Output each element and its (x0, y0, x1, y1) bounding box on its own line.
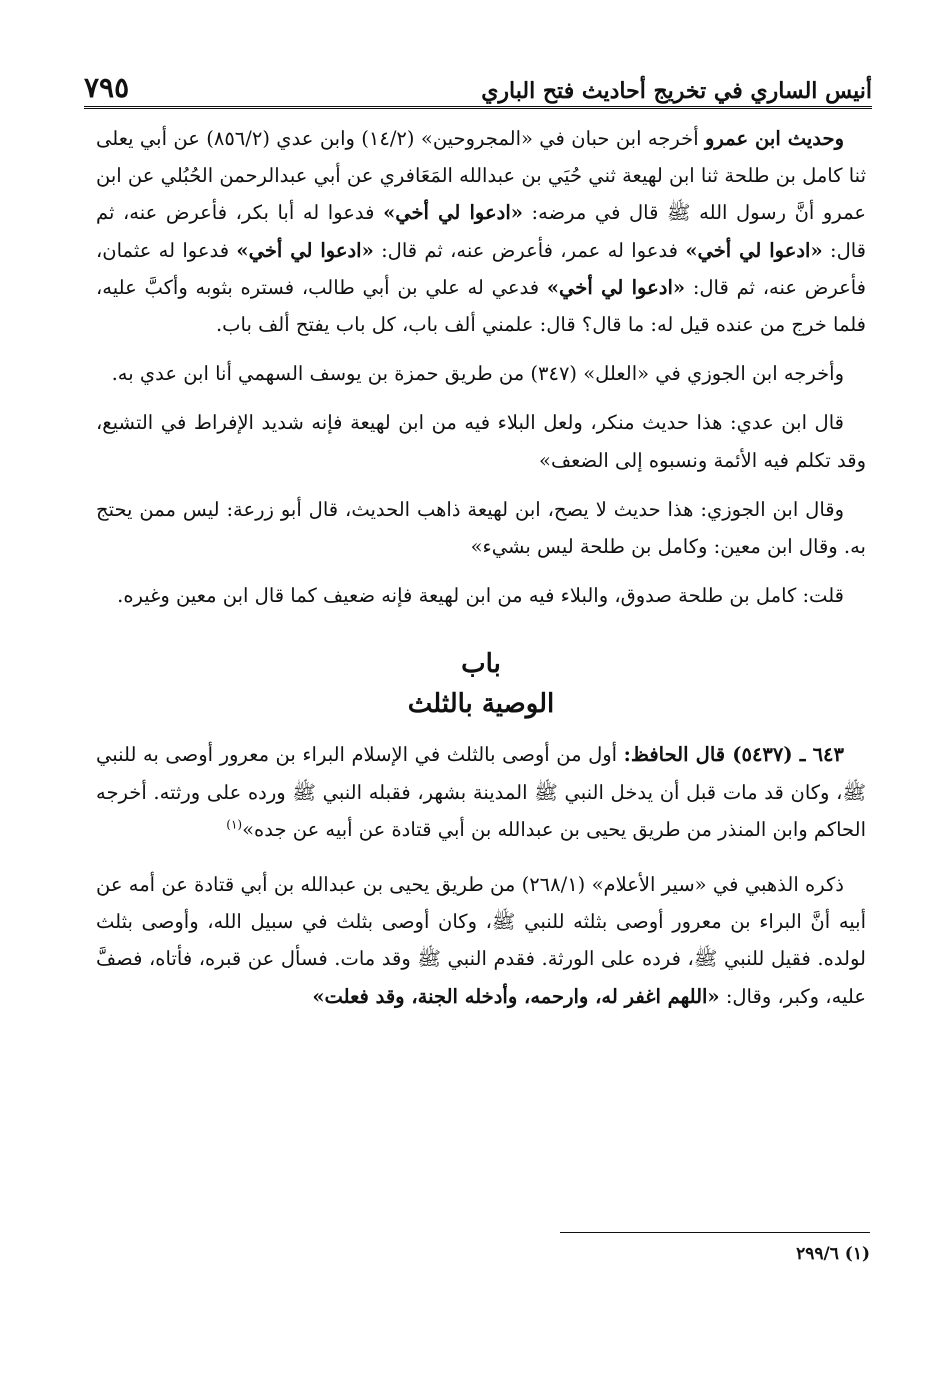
section-heading (96, 644, 866, 724)
footnote-reference: (١) (226, 817, 243, 832)
hadith-quote: «ادعوا لي أخي» (685, 238, 823, 262)
section-heading-bab: باب (461, 649, 501, 680)
text-run: فدعوا له عثمان، فأعرض عنه، ثم قال: (96, 238, 867, 299)
paragraph-ibn-jawzi-ilal: وأخرجه ابن الجوزي في «العلل» (٣٤٧) من طريق حمزة بن يوسف السهمي أنا ابن عدي به. (111, 362, 844, 386)
hadith-quote: «ادعوا لي أخي» (546, 275, 686, 299)
running-title: أنيس الساري في تخريج أحاديث فتح الباري (481, 78, 872, 104)
section-heading-title: الوصية بالثلث (407, 689, 555, 720)
footnote-rule (560, 1232, 870, 1233)
paragraph-author-comment: قلت: كامل بن طلحة صدوق، والبلاء فيه من ابن لهيعة فإنه ضعيف كما قال ابن معين وغيره. (117, 584, 844, 608)
text-run: ذكره الذهبي في «سير الأعلام» (٢٦٨/١) من طريق يحيى بن عبدالله بن أبي قتادة عن أمه عن أبيه أنَّ البراء بن معرور أوصى بثلثه للنبي ﷺ، وكان أوصى بثلث في سبيل الله، وأوصى بثلث لولده. فقيل للنبي ﷺ، فرده على الورثة. فقدم النبي ﷺ وقد مات. فسأل عن قبره، فأتاه، فصفَّ عليه، وكبر، وقال: (96, 873, 866, 1008)
footnote: (١) ٢٩٩/٦ (796, 1244, 870, 1264)
text-run: فدعوا له أبا بكر، فأعرض عنه، ثم قال: (96, 201, 866, 262)
hadith-quote: «اللهم اغفر له، وارحمه، وأدخله الجنة، وقد فعلت» (312, 984, 720, 1008)
hadith-quote: «ادعوا لي أخي» (383, 201, 523, 225)
paragraph-dhahabi (96, 866, 866, 1015)
paragraph-ibn-jawzi-comment: وقال ابن الجوزي: هذا حديث لا يصح، ابن لهيعة ذاهب الحديث، قال أبو زرعة: ليس ممن يحتج به. وقال ابن معين: وكامل بن طلحة ليس بشيء» (96, 497, 866, 559)
header-rule (84, 106, 872, 109)
page-header (84, 60, 872, 104)
text-run: فدعي له علي بن أبي طالب، فستره بثوبه وأكبَّ عليه، فلما خرج من عنده قيل له: ما قال؟ قال: علمني ألف باب، كل باب يفتح ألف باب. (96, 275, 866, 337)
hadith-quote: «ادعوا لي أخي» (236, 238, 374, 262)
bold-lead: وحديث ابن عمرو (705, 127, 844, 150)
page-number: ٧٩٥ (84, 71, 130, 104)
paragraph-hadith-643 (96, 736, 866, 848)
paragraph-ibn-amr (96, 120, 866, 343)
text-run: فدعوا له عمر، فأعرض عنه، ثم قال: (373, 238, 686, 262)
text-run: أول من أوصى بالثلث في الإسلام البراء بن معرور أوصى به للنبي ﷺ، وكان قد مات قبل أن يدخل النبي ﷺ المدينة بشهر، فقبله النبي ﷺ ورده على ورثته. أخرجه الحاكم وابن المنذر من طريق يحيى بن عبدالله بن أبي قتادة عن أبيه عن جده» (96, 743, 866, 841)
page-body (96, 120, 866, 1027)
text-run: أخرجه ابن حبان في «المجروحين» (١٤/٢) وابن عدي (٨٥٦/٢) عن أبي يعلى ثنا كامل بن طلحة ثنا ابن لهيعة ثني حُيَي بن عبدالله المَعَافري عن أبي عبدالرحمن الحُبُلي عن ابن عمرو أنَّ رسول الله ﷺ قال في مرضه: (96, 127, 866, 225)
hadith-number: ٦٤٣ ـ (٥٤٣٧) قال الحافظ: (623, 743, 844, 767)
paragraph-ibn-adi: قال ابن عدي: هذا حديث منكر، ولعل البلاء فيه من ابن لهيعة فإنه شديد الإفراط في التشيع، وقد تكلم فيه الأئمة ونسبوه إلى الضعف» (96, 411, 866, 472)
